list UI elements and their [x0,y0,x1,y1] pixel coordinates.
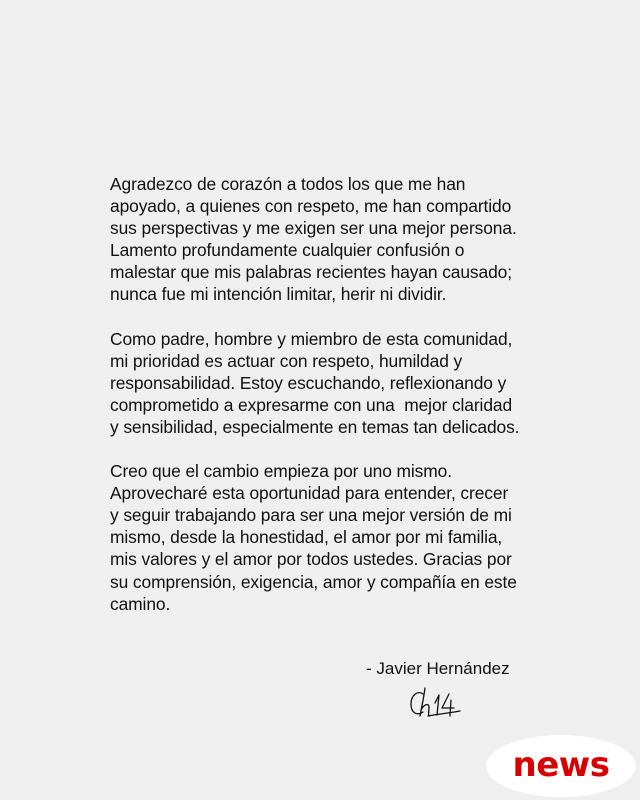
paragraph-2 [110,328,540,438]
news-logo [486,735,636,797]
paragraph-line: mis valores y el amor por todos ustedes. Gracias por [110,549,512,570]
paragraph-line: Creo que el cambio empieza por uno mismo. [110,461,452,482]
paragraph-line: y seguir trabajando para ser una mejor versión de mi [110,505,512,526]
paragraph-spacer [110,306,540,328]
paragraph-line: y sensibilidad, especialmente en temas tan delicados. [110,416,520,437]
paragraph-line: Aprovecharé esta oportunidad para entender, crecer [110,483,509,504]
paragraph-line: camino. [110,593,171,614]
paragraph-line: comprometido a expresarme con una mejor claridad [110,394,513,415]
paragraph-3 [110,460,540,615]
paragraph-line: su comprensión, exigencia, amor y compañía en este [110,571,517,592]
paragraph-line: mismo, desde la honestidad, el amor por mi familia, [110,527,503,548]
paragraph-spacer [110,438,540,460]
paragraph-line: sus perspectivas y me exigen ser una mejor persona. [110,218,517,239]
paragraph-line: malestar que mis palabras recientes hayan causado; [110,262,512,283]
paragraph-line: Como padre, hombre y miembro de esta comunidad, [110,328,513,349]
news-logo-text: news [512,745,610,785]
author-name: - Javier Hernández [366,659,510,678]
handwritten-signature [408,686,470,720]
paragraph-line: Lamento profundamente cualquier confusión o [110,240,465,261]
paragraph-1 [110,173,540,306]
paragraph-line: mi prioridad es actuar con respeto, humildad y [110,350,463,371]
paragraph-line: nunca fue mi intención limitar, herir ni dividir. [110,284,447,305]
statement-letter [110,173,540,615]
paragraph-line: Agradezco de corazón a todos los que me han [110,174,466,194]
paragraph-line: responsabilidad. Estoy escuchando, reflexionando y [110,372,507,393]
paragraph-line: apoyado, a quienes con respeto, me han compartido [110,196,512,217]
